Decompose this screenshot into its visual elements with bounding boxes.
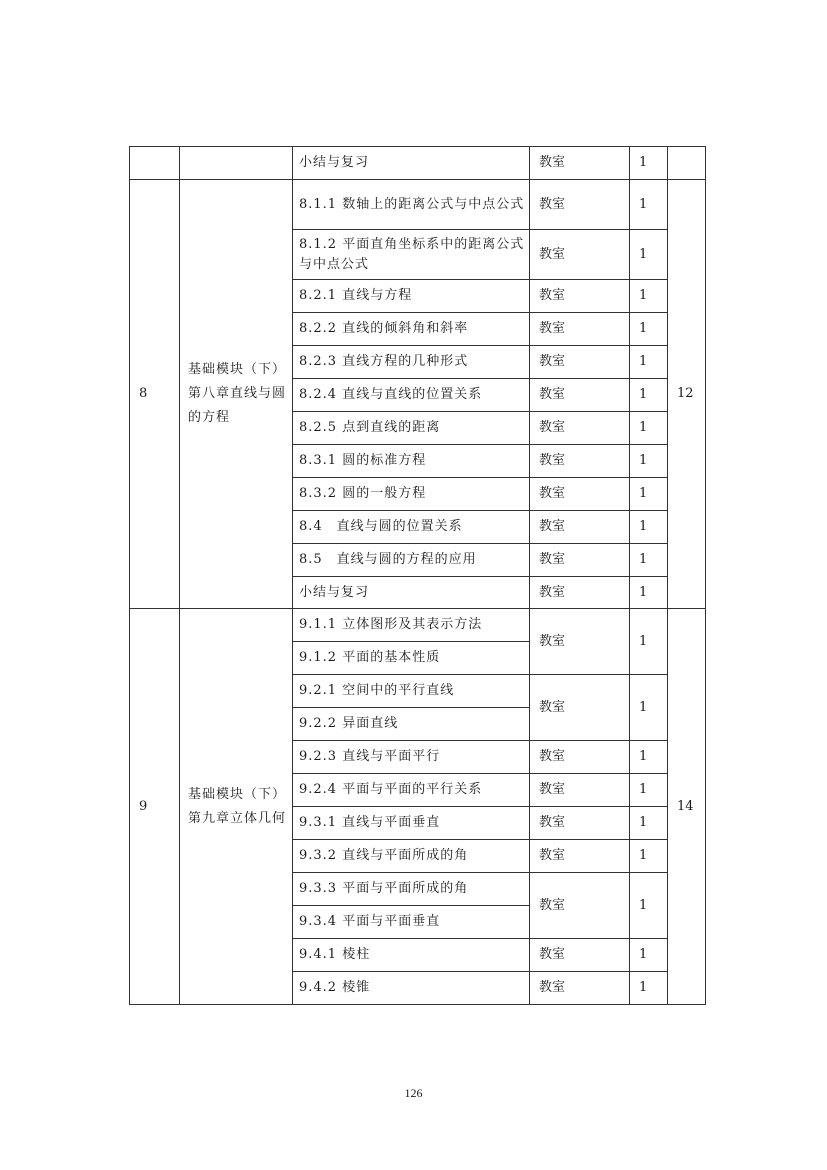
topic-cell: 小结与复习 [293, 577, 530, 609]
hours-cell: 1 [630, 807, 668, 840]
location-cell: 教室 [530, 379, 630, 412]
location-cell: 教室 [530, 478, 630, 511]
topic-cell: 8.3.1 圆的标准方程 [293, 445, 530, 478]
location-cell: 教室 [530, 807, 630, 840]
topic-cell: 9.3.1 直线与平面垂直 [293, 807, 530, 840]
location-cell: 教室 [530, 939, 630, 972]
topic-cell: 8.2.4 直线与直线的位置关系 [293, 379, 530, 412]
hours-cell: 1 [630, 313, 668, 346]
hours-cell: 1 [630, 840, 668, 873]
hours-cell: 1 [630, 675, 668, 741]
location-cell: 教室 [530, 412, 630, 445]
table-row [130, 147, 706, 180]
topic-cell: 8.1.1 数轴上的距离公式与中点公式 [293, 180, 530, 230]
topic-cell: 8.2.3 直线方程的几种形式 [293, 346, 530, 379]
module-number-cell: 8 [130, 180, 180, 609]
topic-cell: 9.4.1 棱柱 [293, 939, 530, 972]
topic-cell: 9.2.1 空间中的平行直线 [293, 675, 530, 708]
topic-cell: 9.4.2 棱锥 [293, 972, 530, 1005]
topic-cell: 9.2.4 平面与平面的平行关系 [293, 774, 530, 807]
hours-cell: 1 [630, 972, 668, 1005]
topic-cell: 9.1.1 立体图形及其表示方法 [293, 609, 530, 642]
location-cell: 教室 [530, 577, 630, 609]
hours-cell: 1 [630, 379, 668, 412]
table-row [130, 609, 706, 642]
location-cell: 教室 [530, 544, 630, 577]
total-hours-cell [668, 147, 706, 180]
module-name-cell [180, 147, 293, 180]
hours-cell: 1 [630, 230, 668, 280]
location-cell: 教室 [530, 180, 630, 230]
topic-cell: 8.2.2 直线的倾斜角和斜率 [293, 313, 530, 346]
module-number-cell: 9 [130, 609, 180, 1005]
location-cell: 教室 [530, 972, 630, 1005]
location-cell: 教室 [530, 609, 630, 675]
location-cell: 教室 [530, 774, 630, 807]
topic-cell: 8.4 直线与圆的位置关系 [293, 511, 530, 544]
hours-cell: 1 [630, 445, 668, 478]
course-schedule-table [129, 146, 706, 1005]
location-cell: 教室 [530, 675, 630, 741]
hours-cell: 1 [630, 544, 668, 577]
total-hours-cell: 12 [668, 180, 706, 609]
hours-cell: 1 [630, 741, 668, 774]
topic-cell: 9.3.2 直线与平面所成的角 [293, 840, 530, 873]
location-cell: 教室 [530, 741, 630, 774]
table-row [130, 180, 706, 230]
topic-cell: 8.1.2 平面直角坐标系中的距离公式与中点公式 [293, 230, 530, 280]
topic-cell: 8.2.1 直线与方程 [293, 280, 530, 313]
page-number: 126 [404, 1086, 423, 1100]
hours-cell: 1 [630, 774, 668, 807]
module-number-cell [130, 147, 180, 180]
location-cell: 教室 [530, 280, 630, 313]
hours-cell: 1 [630, 873, 668, 939]
topic-cell: 9.2.3 直线与平面平行 [293, 741, 530, 774]
hours-cell: 1 [630, 346, 668, 379]
hours-cell: 1 [630, 609, 668, 675]
hours-cell: 1 [630, 478, 668, 511]
module-name-cell: 基础模块（下）第九章立体几何 [180, 609, 293, 1005]
location-cell: 教室 [530, 445, 630, 478]
hours-cell: 1 [630, 147, 668, 180]
topic-cell: 8.2.5 点到直线的距离 [293, 412, 530, 445]
hours-cell: 1 [630, 511, 668, 544]
hours-cell: 1 [630, 412, 668, 445]
location-cell: 教室 [530, 511, 630, 544]
location-cell: 教室 [530, 313, 630, 346]
location-cell: 教室 [530, 230, 630, 280]
location-cell: 教室 [530, 840, 630, 873]
hours-cell: 1 [630, 280, 668, 313]
topic-cell: 9.2.2 异面直线 [293, 708, 530, 741]
topic-cell: 9.3.4 平面与平面垂直 [293, 906, 530, 939]
location-cell: 教室 [530, 873, 630, 939]
module-name-cell: 基础模块（下）第八章直线与圆的方程 [180, 180, 293, 609]
topic-cell: 9.1.2 平面的基本性质 [293, 642, 530, 675]
topic-cell: 8.3.2 圆的一般方程 [293, 478, 530, 511]
topic-cell: 小结与复习 [293, 147, 530, 180]
total-hours-cell: 14 [668, 609, 706, 1005]
topic-cell: 9.3.3 平面与平面所成的角 [293, 873, 530, 906]
topic-cell: 8.5 直线与圆的方程的应用 [293, 544, 530, 577]
hours-cell: 1 [630, 939, 668, 972]
hours-cell: 1 [630, 180, 668, 230]
hours-cell: 1 [630, 577, 668, 609]
location-cell: 教室 [530, 346, 630, 379]
location-cell: 教室 [530, 147, 630, 180]
